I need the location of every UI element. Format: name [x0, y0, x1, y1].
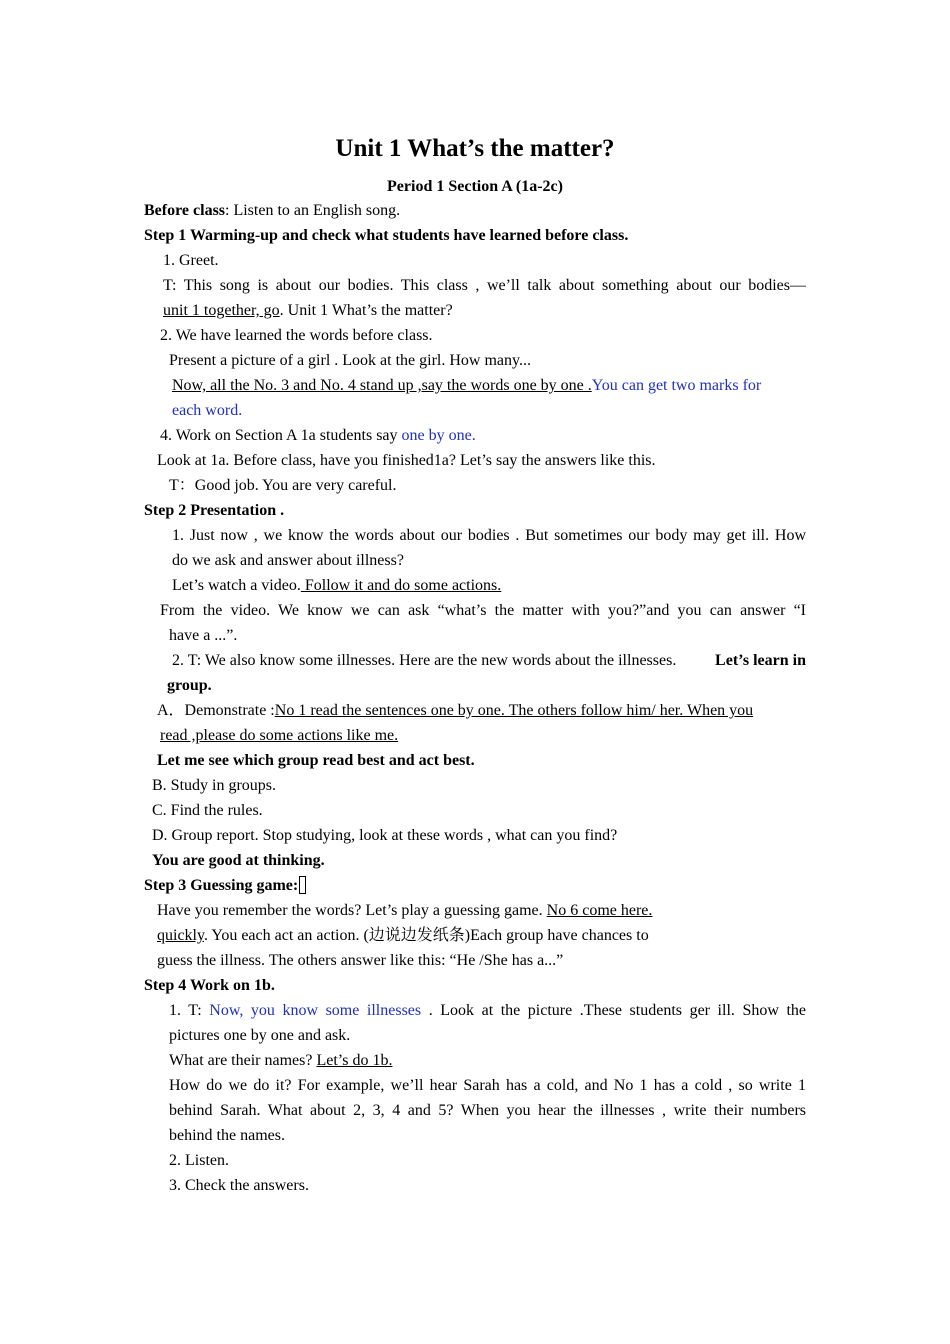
- step2-d: D. Group report. Stop studying, look at these words , what can you find?: [152, 827, 618, 844]
- step1-t-line2: [163, 298, 453, 323]
- step2-p2-bold: Let’s learn in: [715, 652, 806, 669]
- step2-p1-line2: do we ask and answer about illness?: [172, 552, 404, 569]
- step4-listen: 2. Listen.: [169, 1152, 229, 1169]
- step1-item2: 2. We have learned the words before class.: [160, 327, 433, 344]
- step2-a-line: [157, 698, 753, 723]
- step1-look: Look at 1a. Before class, have you finished1a? Let’s say the answers like this.: [157, 452, 656, 469]
- step1-heading: Step 1 Warming-up and check what students have learned before class.: [144, 227, 629, 244]
- step4-l1-blue: Now, you know some illnesses: [209, 1002, 422, 1019]
- step4-l3-text: What are their names?: [169, 1052, 317, 1069]
- step3-l2-rest: . You each act an action. (边说边发纸条)Each group have chances to: [203, 927, 649, 944]
- step1-now-line: [172, 373, 761, 398]
- step2-p2-line: [172, 648, 806, 673]
- step3-heading-line: [144, 873, 306, 898]
- before-class-label: Before class: [144, 202, 226, 219]
- page-subtitle: Period 1 Section A (1a-2c): [387, 178, 563, 195]
- step1-t-good: T：Good job. You are very careful.: [169, 477, 397, 494]
- placeholder-box-icon: [299, 876, 306, 894]
- step4-l3: [169, 1048, 392, 1073]
- step3-l1-underlined: No 6 come here.: [546, 902, 653, 919]
- step2-let-me: Let me see which group read best and act best.: [157, 752, 475, 769]
- step1-present: Present a picture of a girl . Look at the girl. How many...: [169, 352, 531, 369]
- step4-heading: Step 4 Work on 1b.: [144, 977, 275, 994]
- step3-l1-text: Have you remember the words? Let’s play a guessing game.: [157, 902, 547, 919]
- step3-l3: guess the illness. The others answer like this: “He /She has a...”: [157, 952, 564, 969]
- step1-t-line2-underlined: unit 1 together, go: [163, 302, 280, 319]
- page-title: Unit 1 What’s the matter?: [335, 135, 615, 162]
- step4-l1-rest: . Look at the picture .These students ger ill. Show the: [421, 1002, 806, 1019]
- step1-now-underlined: Now, all the No. 3 and No. 4 stand up ,say the words one by one .: [172, 377, 592, 394]
- step2-a-underlined: No 1 read the sentences one by one. The others follow him/ her. When you: [274, 702, 754, 719]
- step4-check: 3. Check the answers.: [169, 1177, 309, 1194]
- step2-p2-text: 2. T: We also know some illnesses. Here are the new words about the illnesses.: [172, 652, 677, 669]
- step4-how2: behind Sarah. What about 2, 3, 4 and 5? When you hear the illnesses , write their numbers: [169, 1102, 806, 1119]
- step1-item4-text: 4. Work on Section A 1a students say: [160, 427, 402, 444]
- step4-l2: pictures one by one and ask.: [169, 1027, 351, 1044]
- step2-watch-line: [172, 573, 501, 598]
- step1-now-blue2: each word.: [172, 402, 243, 419]
- before-class-text: : Listen to an English song.: [225, 202, 401, 219]
- step1-now-blue: You can get two marks for: [591, 377, 762, 394]
- step2-watch-text: Let’s watch a video.: [172, 577, 301, 594]
- step4-l3-underlined: Let’s do 1b.: [316, 1052, 393, 1069]
- step3-heading: Step 3 Guessing game:: [144, 877, 299, 894]
- step2-p2-bold2: group.: [167, 677, 212, 694]
- step4-l1: [169, 998, 806, 1023]
- step2-a-underlined2: read ,please do some actions like me.: [160, 727, 399, 744]
- step3-l1: [157, 898, 652, 923]
- step3-l2: [157, 923, 649, 948]
- step1-t-line1: T: This song is about our bodies. This class , we’ll talk about something about our bodies—: [163, 277, 806, 294]
- step2-a-text: A．Demonstrate :: [157, 702, 275, 719]
- step2-watch-underlined: Follow it and do some actions.: [300, 577, 502, 594]
- step2-b: B. Study in groups.: [152, 777, 277, 794]
- step2-heading: Step 2 Presentation .: [144, 502, 285, 519]
- step3-l2-underlined: quickly: [157, 927, 204, 944]
- step2-c: C. Find the rules.: [152, 802, 263, 819]
- step2-from-line1: From the video. We know we can ask “what’s the matter with you?”and you can answer “I: [160, 602, 806, 619]
- step1-item4-blue: one by one.: [401, 427, 476, 444]
- step4-how3: behind the names.: [169, 1127, 285, 1144]
- step4-l1-text: 1. T:: [169, 1002, 210, 1019]
- step2-p1-line1: 1. Just now , we know the words about our bodies . But sometimes our body may get ill. How: [172, 527, 806, 544]
- step1-greet: 1. Greet.: [163, 252, 219, 269]
- step1-t-line2-rest: . Unit 1 What’s the matter?: [279, 302, 453, 319]
- before-class-line: [144, 198, 400, 223]
- step2-from-line2: have a ...”.: [169, 627, 238, 644]
- step2-good: You are good at thinking.: [152, 852, 325, 869]
- step1-item4: [160, 423, 476, 448]
- step4-how1: How do we do it? For example, we’ll hear Sarah has a cold, and No 1 has a cold , so write 1: [169, 1077, 806, 1094]
